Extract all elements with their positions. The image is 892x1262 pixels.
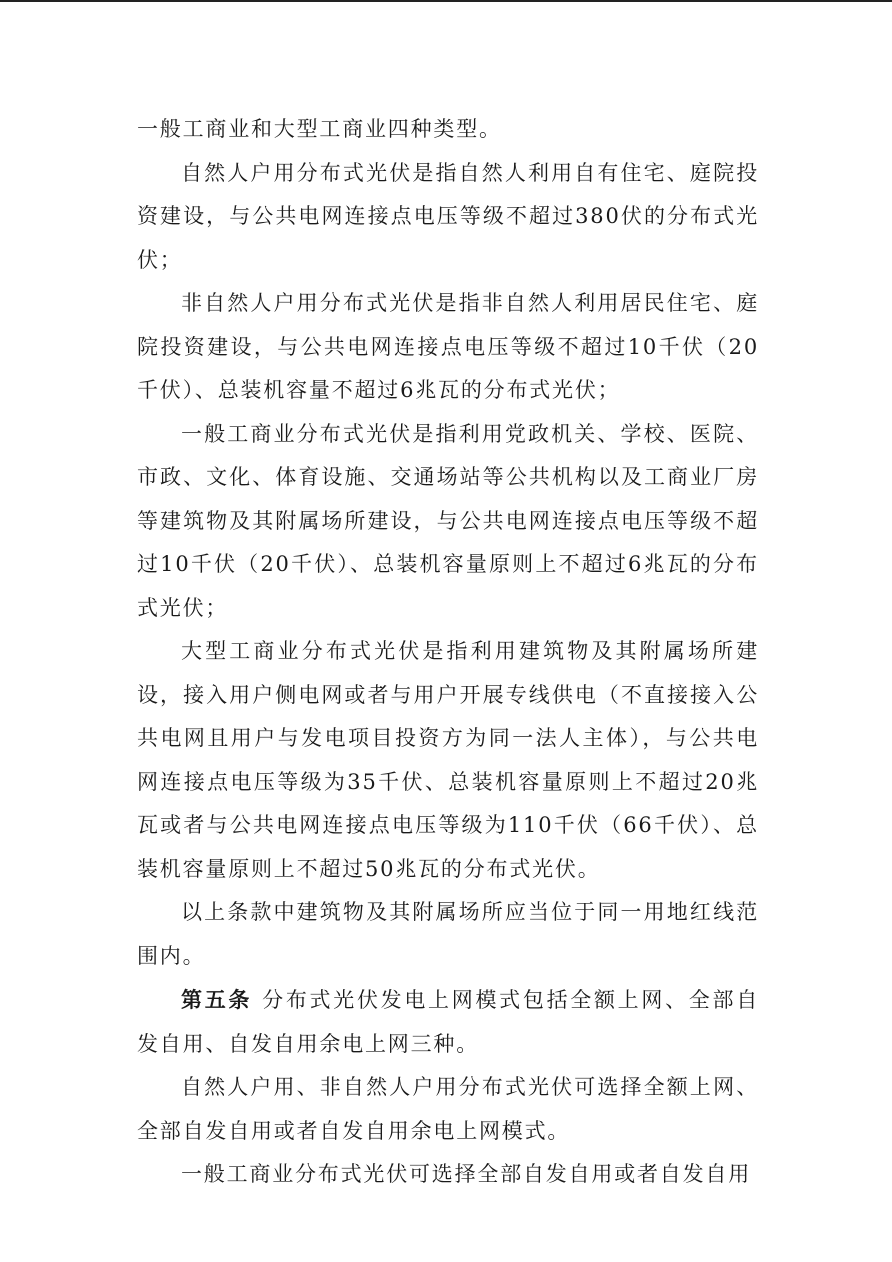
paragraph-natural-person-household: 自然人户用分布式光伏是指自然人利用自有住宅、庭院投资建设，与公共电网连接点电压等级不超过380伏的分布式光伏； [137,160,759,272]
paragraph-land-boundary: 以上条款中建筑物及其附属场所应当位于同一用地红线范围内。 [137,900,759,968]
paragraph-general-commercial: 一般工商业分布式光伏是指利用党政机关、学校、医院、市政、文化、体育设施、交通场站等公共机构以及工商业厂房等建筑物及其附属场所建设，与公共电网连接点电压等级不超过10千伏（20千伏）、总装机容量原则上不超过6兆瓦的分布式光伏； [137,421,759,620]
paragraph-article-5 [137,978,759,1066]
paragraph-household-modes: 自然人户用、非自然人户用分布式光伏可选择全额上网、全部自发自用或者自发自用余电上网模式。 [137,1075,759,1143]
paragraph-general-commercial-modes: 一般工商业分布式光伏可选择全部自发自用或者自发自用 [181,1162,751,1186]
paragraph-category-list-end: 一般工商业和大型工商业四种类型。 [137,117,502,141]
article-5-text: 分布式光伏发电上网模式包括全额上网、全部自发自用、自发自用余电上网三种。 [137,988,759,1056]
page-top-border [0,0,892,2]
document-body [137,108,759,1197]
paragraph-non-natural-person-household: 非自然人户用分布式光伏是指非自然人利用居民住宅、庭院投资建设，与公共电网连接点电压等级不超过10千伏（20千伏）、总装机容量不超过6兆瓦的分布式光伏； [137,291,759,402]
article-heading: 第五条 [181,987,253,1012]
paragraph-large-commercial: 大型工商业分布式光伏是指利用建筑物及其附属场所建设，接入用户侧电网或者与用户开展专线供电（不直接接入公共电网且用户与发电项目投资方为同一法人主体），与公共电网连接点电压等级为35千伏、总装机容量原则上不超过20兆瓦或者与公共电网连接点电压等级为110千伏（66千伏）、总装机容量原则上不超过50兆瓦的分布式光伏。 [137,639,759,881]
